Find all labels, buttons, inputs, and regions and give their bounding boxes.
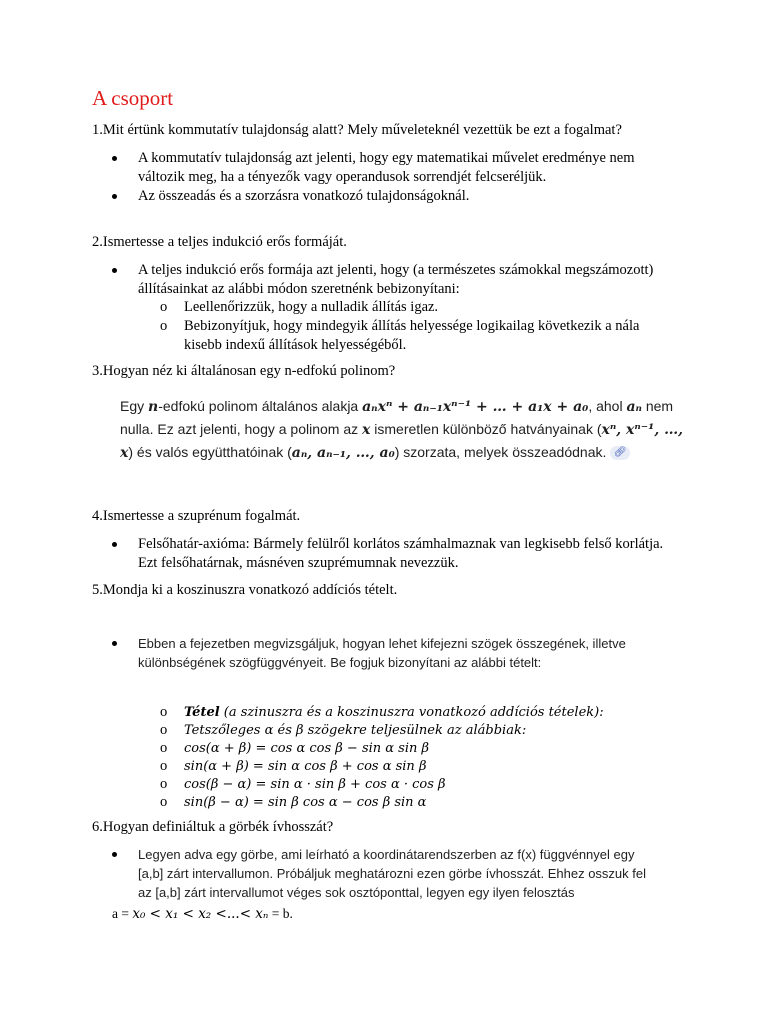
q1-bullet-2: Az összeadás és a szorzásra vonatkozó tulajdonságoknál.: [138, 188, 470, 204]
list-item: [160, 721, 674, 740]
q3-text: ) és valós együtthatóinak (: [128, 444, 292, 460]
page-title: A csoport: [92, 86, 174, 110]
q3-text: Egy: [120, 398, 149, 414]
q6-bullet: Legyen adva egy görbe, ami leírható a koordinátarendszerben az f(x) függvénnyel egy [a,b] zárt intervallumon. Próbáljuk meghatározni ezen görbe ívhosszát. Ehhez osszuk fel az [a,b] zárt intervallumot véges sok osztóponttal, legyen egy ilyen felosztás: [138, 847, 646, 900]
list-item: [112, 634, 678, 672]
bullet-icon: [112, 194, 117, 199]
q3-math-poly: aₙxⁿ + aₙ₋₁xⁿ⁻¹ + … + a₁x + a₀: [362, 399, 589, 415]
formula-right: = b.: [268, 906, 293, 921]
q3-math-x: x: [362, 422, 371, 438]
question-3: 3.Hogyan néz ki általánosan egy n-edfokú polinom?: [92, 363, 396, 379]
list-item: [160, 739, 674, 758]
q3-math-powers: xⁿ, xⁿ⁻¹, …, x: [120, 422, 683, 461]
circle-bullet-icon: o: [160, 704, 168, 720]
list-item: [112, 261, 678, 299]
q3-text: ismeretlen különböző hatványainak (: [370, 421, 602, 437]
bullet-icon: [112, 641, 117, 646]
question-2: 2.Ismertesse a teljes indukció erős formáját.: [92, 234, 347, 250]
question-4: 4.Ismertesse a szuprénum fogalmát.: [92, 508, 301, 524]
list-item: [112, 149, 678, 187]
q5-sub-4: cos(β − α) = sin α · sin β + cos α · cos β: [184, 777, 446, 792]
q5-bullet: Ebben a fejezetben megvizsgáljuk, hogyan lehet kifejezni szögek összegének, illetve különbségének szögfüggvényeit. Be fogjuk bizonyítani az alábbi tételt:: [138, 636, 626, 670]
circle-bullet-icon: o: [160, 740, 168, 756]
list-item: [112, 535, 678, 573]
list-item: [160, 757, 674, 776]
circle-bullet-icon: o: [160, 318, 168, 334]
q3-answer: [120, 395, 685, 464]
circle-bullet-icon: o: [160, 758, 168, 774]
q5-sub-5: sin(β − α) = sin β cos α − cos β sin α: [184, 795, 427, 810]
list-item: [160, 703, 674, 722]
tetel-title: (a szinuszra és a koszinuszra vonatkozó addíciós tételek):: [219, 705, 604, 720]
formula-math: x₀ < x₁ < x₂ <...< xₙ: [132, 906, 269, 922]
circle-bullet-icon: o: [160, 722, 168, 738]
question-5: 5.Mondja ki a koszinuszra vonatkozó addíciós tételt.: [92, 582, 398, 598]
q1-bullet-1: A kommutatív tulajdonság azt jelenti, hogy egy matematikai művelet eredménye nem változik meg, ha a tényezők vagy operandusok sorrendjét felcseréljük.: [138, 150, 635, 185]
q3-math-n: n: [148, 399, 159, 415]
bullet-icon: [112, 268, 117, 273]
q5-sub-2: cos(α + β) = cos α cos β − sin α sin β: [184, 741, 430, 756]
link-icon[interactable]: 🔗︎: [610, 446, 630, 460]
q3-text: -edfokú polinom általános alakja: [158, 398, 363, 414]
tetel-label: Tétel: [184, 705, 220, 720]
q5-sub-1: Tetszőleges α és β szögekre teljesülnek az alábbiak:: [184, 723, 527, 738]
q2-bullet: A teljes indukció erős formája azt jelenti, hogy (a természetes számokkal megszámozott) állításainkat az alábbi módon szeretnénk bebizonyítani:: [138, 262, 654, 297]
formula-left: a =: [112, 906, 133, 921]
partition-formula: [112, 906, 293, 922]
q2-sub-2: Bebizonyítjuk, hogy mindegyik állítás helyessége logikailag következik a nála kisebb indexű állítások helyességéből.: [184, 318, 640, 353]
q3-math-an: aₙ: [626, 399, 642, 415]
q5-tetel: [184, 703, 674, 722]
q3-math-coeffs: aₙ, aₙ₋₁, …, a₀: [291, 445, 395, 461]
q2-sub-1: Leellenőrizzük, hogy a nulladik állítás igaz.: [184, 299, 439, 315]
bullet-icon: [112, 542, 117, 547]
q3-text: ) szorzata, melyek összeadódnak.: [394, 444, 607, 460]
circle-bullet-icon: o: [160, 794, 168, 810]
q4-bullet: Felsőhatár-axióma: Bármely felülről korlátos számhalmaznak van legkisebb felső korlátja. Ezt felsőhatárnak, másnéven szuprémumnak nevezzük.: [138, 536, 664, 571]
question-6: 6.Hogyan definiáltuk a görbék ívhosszát?: [92, 819, 334, 835]
question-1: 1.Mit értünk kommutatív tulajdonság alatt? Mely műveleteknél vezettük be ezt a fogalmat?: [92, 122, 622, 138]
list-item: [160, 775, 674, 794]
list-item: [160, 298, 674, 317]
circle-bullet-icon: o: [160, 776, 168, 792]
bullet-icon: [112, 156, 117, 161]
list-item: [112, 187, 678, 206]
bullet-icon: [112, 852, 117, 857]
q3-text: nem nulla. Ez azt jelenti, hogy a polinom az: [120, 398, 674, 437]
q5-sub-3: sin(α + β) = sin α cos β + cos α sin β: [184, 759, 427, 774]
list-item: [112, 845, 658, 902]
list-item: [160, 793, 674, 812]
q3-text: , ahol: [588, 398, 627, 414]
circle-bullet-icon: o: [160, 299, 168, 315]
list-item: [160, 317, 674, 355]
